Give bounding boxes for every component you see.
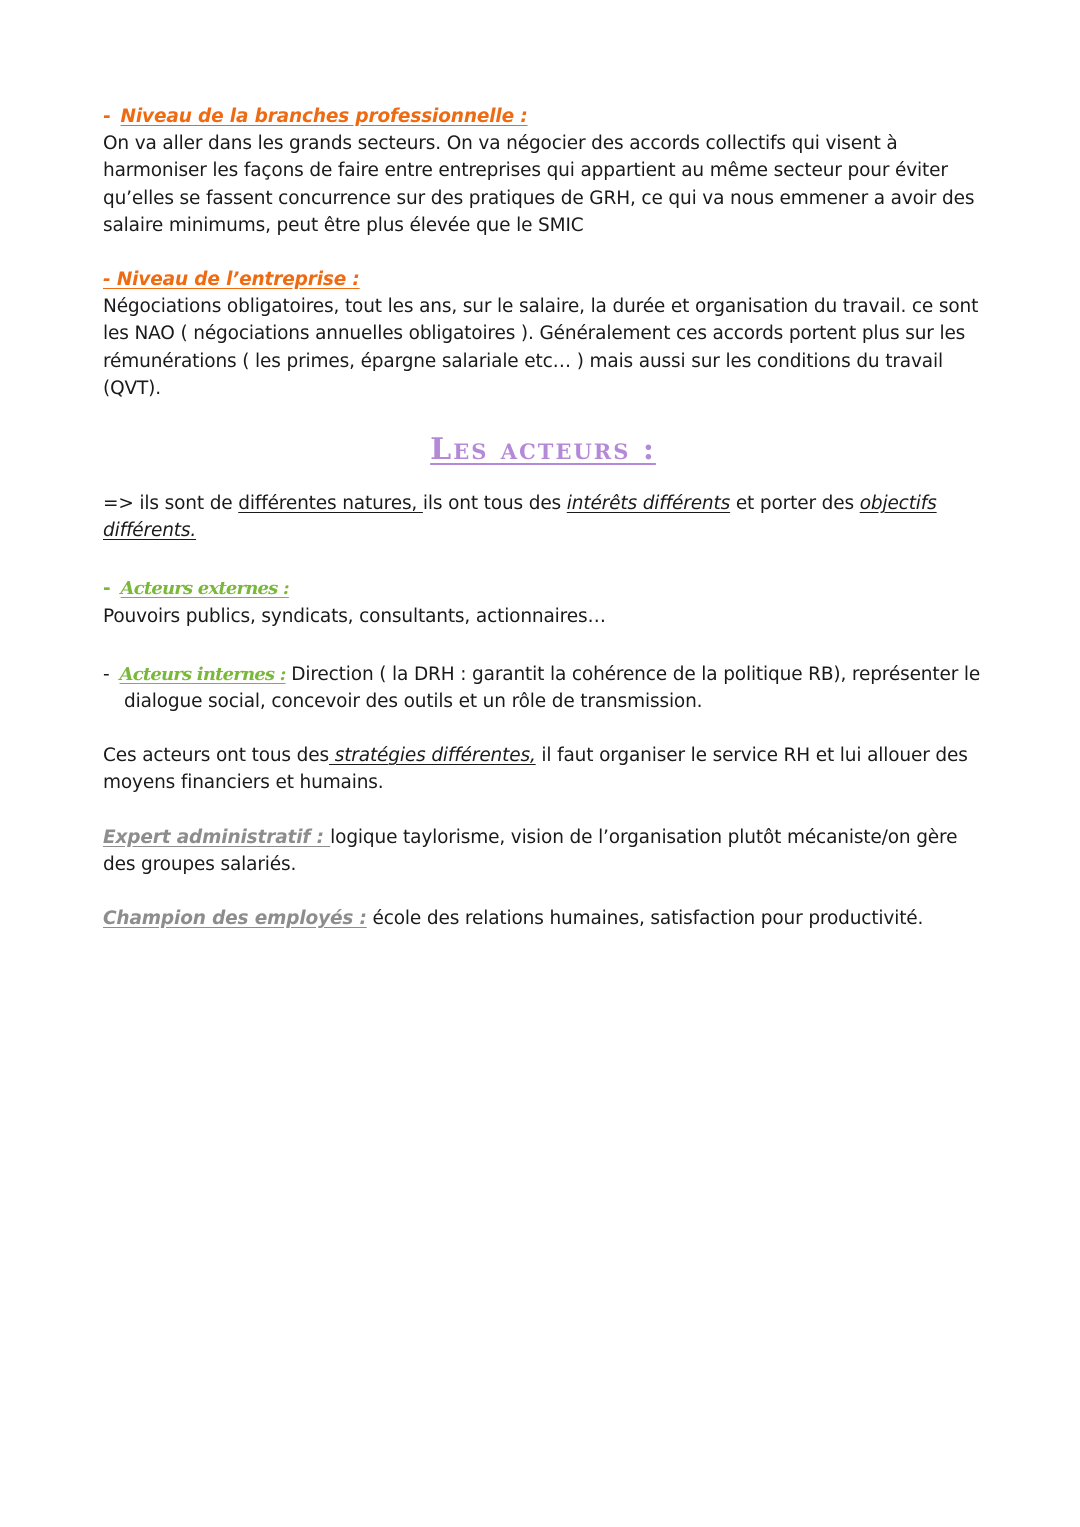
intro-underline-objectifs: objectifs différents.	[103, 493, 937, 542]
externes-heading: Acteurs externes :	[120, 578, 289, 600]
spacer	[103, 630, 983, 661]
spacer	[103, 878, 983, 905]
strategies-prefix: Ces acteurs ont tous des	[103, 745, 329, 767]
internes-body: Direction ( la DRH : garantit la cohérence de la politique RB), représenter le dialogue social, concevoir des outils et un rôle de transmission.	[124, 663, 981, 713]
internes-heading: Acteurs internes :	[119, 663, 286, 685]
expert-paragraph	[103, 824, 983, 878]
externes-body: Pouvoirs publics, syndicats, consultants, actionnaires…	[103, 605, 606, 627]
section-title-acteurs: Les acteurs :	[430, 432, 656, 468]
champion-body: école des relations humaines, satisfaction pour productivité.	[366, 908, 924, 930]
spacer	[103, 797, 983, 824]
intro-prefix: => ils sont de	[103, 493, 239, 515]
bullet-dash: -	[103, 663, 110, 685]
bullet-dash: -	[103, 578, 111, 600]
strategies-suffix: il faut organiser le service RH et lui allouer des moyens financiers et humains.	[103, 745, 968, 794]
spacer	[103, 715, 983, 742]
intro-mid1: ils ont tous des	[422, 493, 567, 515]
intro-underline-interets: intérêts différents	[566, 493, 731, 515]
branche-heading-line	[103, 103, 983, 130]
intro-underline-natures: différentes natures,	[238, 493, 423, 515]
champion-heading: Champion des employés :	[103, 908, 367, 930]
strategies-paragraph	[103, 742, 983, 796]
entreprise-body: Négociations obligatoires, tout les ans, sur le salaire, la durée et organisation du travail. ce sont les NAO ( négociations annuelles obligatoires ). Généralement ces accords portent plus sur les rémunérations ( les primes, épargne salariale etc… ) mais aussi sur les conditions du travail (QVT).	[103, 296, 979, 399]
spacer	[103, 239, 983, 266]
entreprise-heading-line	[103, 266, 983, 293]
acteurs-intro	[103, 490, 983, 544]
spacer	[103, 544, 983, 571]
champion-paragraph	[103, 905, 983, 932]
strategies-underline: stratégies différentes,	[328, 745, 536, 767]
bullet-dash: -	[103, 106, 111, 127]
branche-body: On va aller dans les grands secteurs. On va négocier des accords collectifs qui visent à harmoniser les façons de faire entre entreprises qui appartient au même secteur pour éviter qu’elles se fassent concurrence sur des pratiques de GRH, ce qui va nous emmener a avoir des salaire minimums, peut être plus élevée que le SMIC	[103, 133, 975, 236]
branche-heading: Niveau de la branches professionnelle :	[120, 106, 528, 127]
expert-body: logique taylorisme, vision de l’organisation plutôt mécaniste/on gère des groupes salariés.	[103, 826, 958, 875]
externes-heading-line	[103, 575, 983, 602]
internes-item	[103, 661, 983, 715]
intro-mid2: et porter des	[730, 493, 860, 515]
expert-heading: Expert administratif :	[103, 826, 331, 848]
entreprise-heading: - Niveau de l’entreprise :	[103, 269, 360, 291]
document-content	[103, 103, 983, 932]
